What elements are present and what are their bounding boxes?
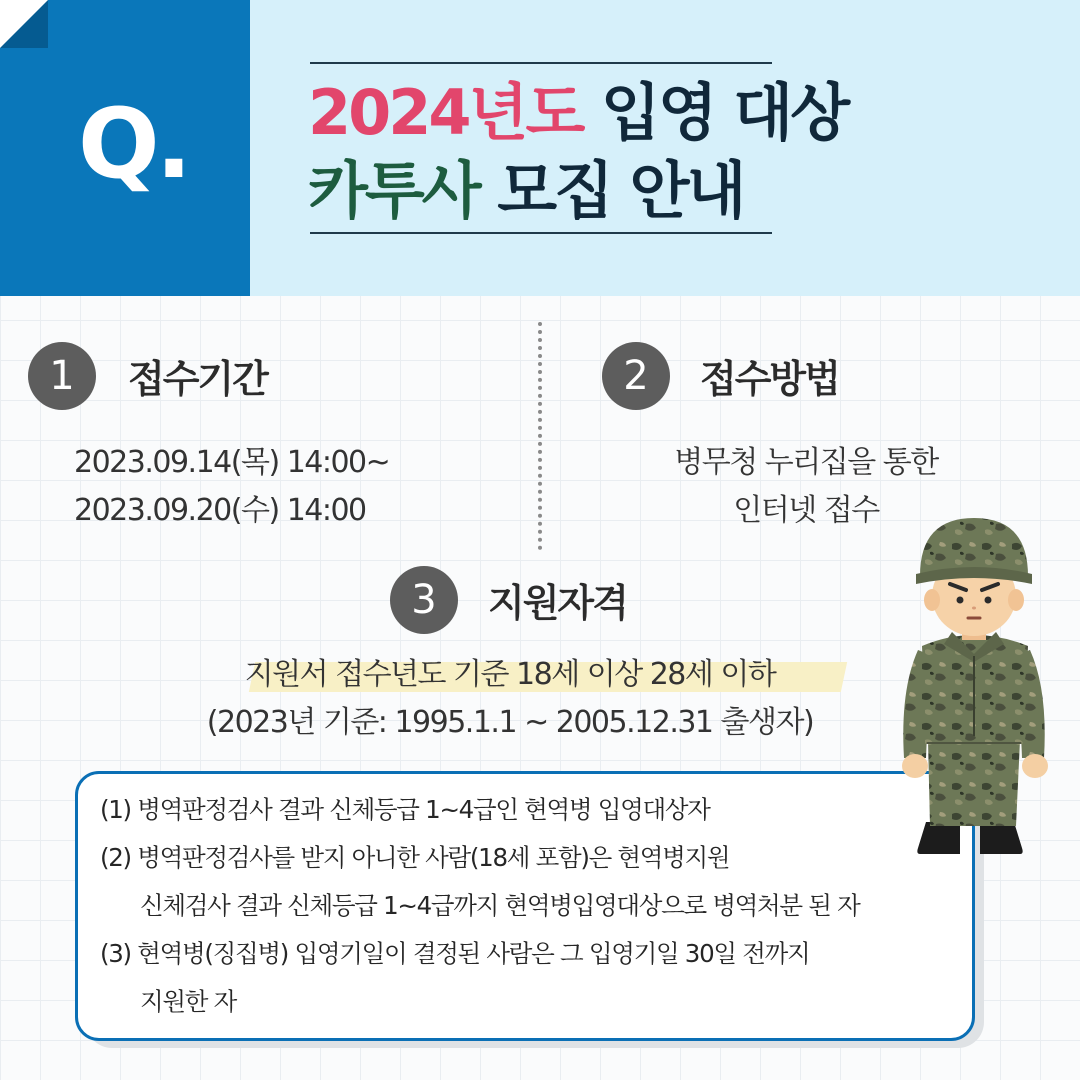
title-rule-bottom	[310, 232, 772, 234]
section-3-line-1: 지원서 접수년도 기준 18세 이상 28세 이하	[244, 657, 776, 692]
criteria-item-1: (1) 병역판정검사 결과 신체등급 1~4급인 현역병 입영대상자	[100, 795, 710, 824]
section-1-title: 접수기간	[128, 357, 267, 401]
title-katusa: 카투사	[308, 154, 479, 227]
soldier-illustration-icon	[890, 510, 1060, 870]
section-2-line-1: 병무청 누리집을 통한	[674, 445, 938, 480]
section-2-line-2: 인터넷 접수	[733, 493, 879, 528]
title-line-2	[308, 154, 744, 227]
section-1-line-1: 2023.09.14(목) 14:00~	[74, 445, 390, 480]
section-1-line-2: 2023.09.20(수) 14:00	[74, 493, 366, 528]
section-3-line-2: (2023년 기준: 1995.1.1 ~ 2005.12.31 출생자)	[206, 705, 814, 740]
q-badge	[0, 0, 250, 296]
section-3-number: 3	[390, 566, 458, 634]
title-rule-top	[310, 62, 772, 64]
criteria-item-3-cont: 지원한 자	[140, 987, 236, 1016]
section-2-number: 2	[602, 342, 670, 410]
criteria-item-3: (3) 현역병(징집병) 입영기일이 결정된 사람은 그 입영기일 30일 전까지	[100, 939, 810, 968]
q-label: Q.	[78, 88, 189, 200]
section-1-number: 1	[28, 342, 96, 410]
section-3-title: 지원자격	[488, 581, 627, 625]
title-line-1-rest: 입영 대상	[582, 76, 848, 149]
title-line-2-rest: 모집 안내	[478, 154, 744, 227]
criteria-item-2-cont: 신체검사 결과 신체등급 1~4급까지 현역병입영대상으로 병역처분 된 자	[140, 891, 860, 920]
section-divider	[538, 322, 542, 550]
title-line-1	[308, 76, 848, 149]
page-fold-icon	[0, 0, 48, 48]
criteria-item-2: (2) 병역판정검사를 받지 아니한 사람(18세 포함)은 현역병지원	[100, 843, 730, 872]
section-2-title: 접수방법	[700, 357, 839, 401]
title-year: 2024년도	[308, 76, 583, 149]
